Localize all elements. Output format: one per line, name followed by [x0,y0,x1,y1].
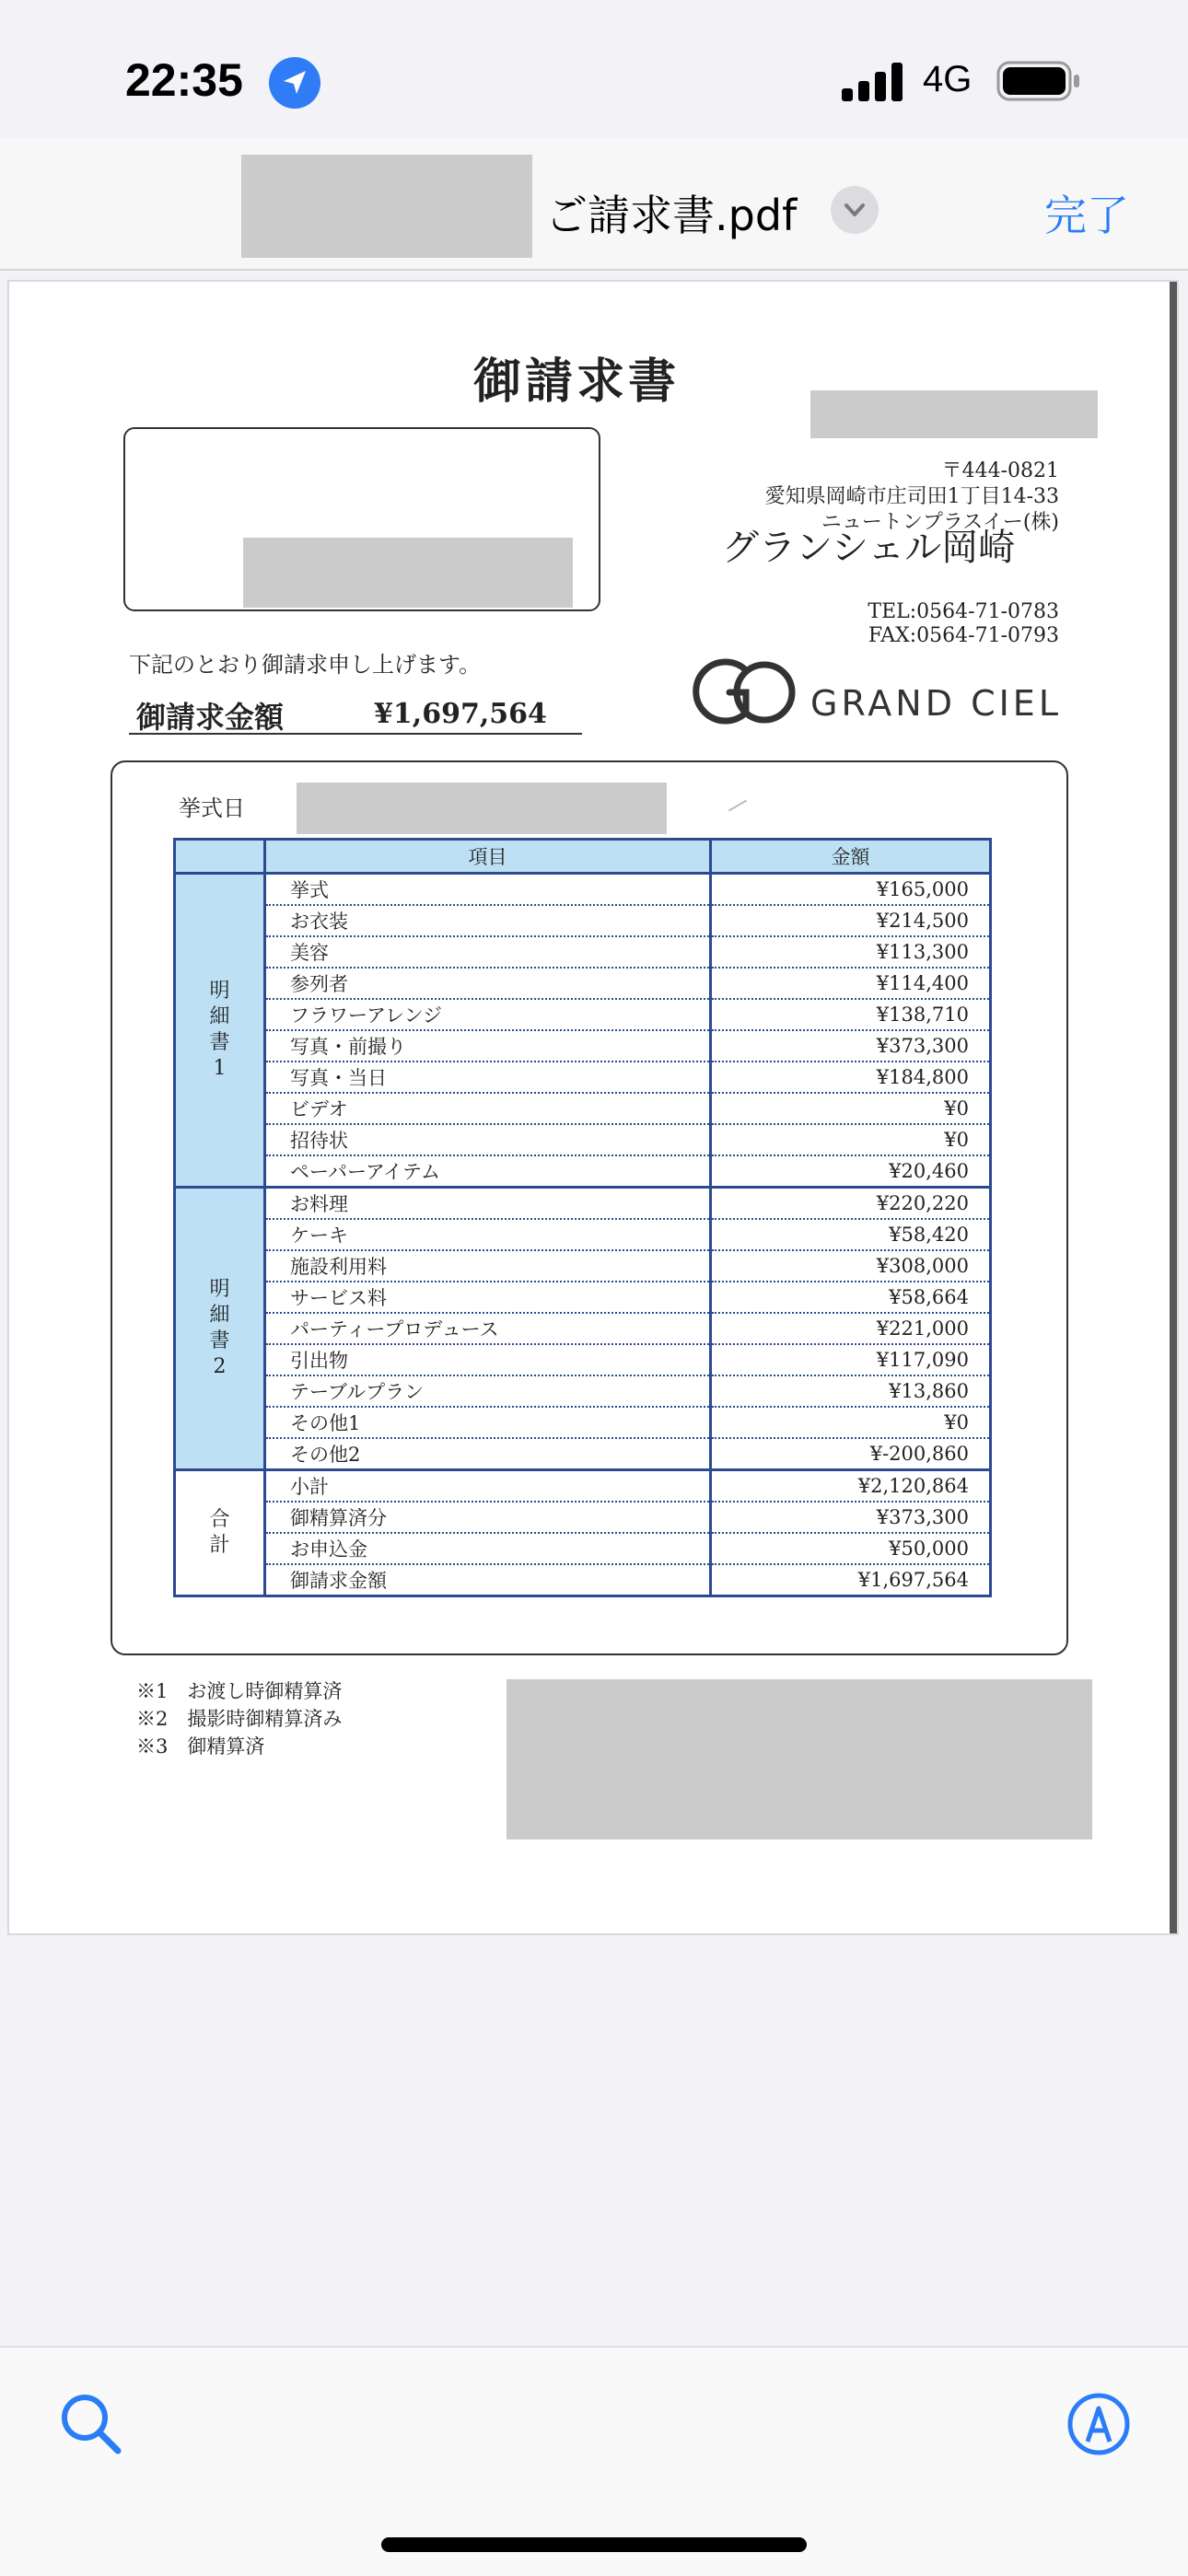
row-item: お料理 [265,1188,711,1220]
company-tel: TEL:0564-71-0783 [868,600,1059,623]
redacted-area [507,1679,1092,1839]
row-amount: ¥50,000 [711,1533,991,1564]
row-amount: ¥58,420 [711,1219,991,1250]
row-amount: ¥-200,860 [711,1438,991,1470]
row-item: 招待状 [265,1124,711,1155]
table-row [175,968,991,999]
row-amount: ¥0 [711,1407,991,1438]
row-amount: ¥220,220 [711,1188,991,1220]
table-row [175,905,991,936]
row-amount: ¥2,120,864 [711,1470,991,1503]
section-label: 明細書1 [175,874,265,1188]
table-row [175,1344,991,1375]
table-row [175,1188,991,1220]
row-item: パーティープロデュース [265,1313,711,1344]
row-item: 写真・前撮り [265,1030,711,1062]
invoice-table [173,838,992,1597]
row-amount: ¥1,697,564 [711,1564,991,1596]
company-operator: ニュートンプラスイー(株) [821,511,1059,534]
company-address: 愛知県岡崎市庄司田1丁目14-33 [764,485,1059,508]
table-row [175,1313,991,1344]
table-header-row [175,840,991,874]
table-row [175,1219,991,1250]
company-fax: FAX:0564-71-0793 [868,624,1059,647]
table-row [175,1250,991,1282]
table-row [175,1062,991,1093]
brand-logo-icon [689,650,809,733]
section-label: 合計 [175,1470,265,1596]
search-icon[interactable] [57,2390,125,2458]
row-item: ペーパーアイテム [265,1155,711,1188]
row-item: フラワーアレンジ [265,999,711,1030]
total-underline [129,733,582,735]
done-button[interactable]: 完了 [1044,191,1129,240]
table-row [175,874,991,906]
chevron-down-icon[interactable] [831,186,879,234]
table-row [175,1533,991,1564]
row-amount: ¥0 [711,1093,991,1124]
location-arrow-icon [269,57,320,109]
table-row [175,1470,991,1503]
table-row [175,1375,991,1407]
row-item: テーブルプラン [265,1375,711,1407]
note-item: ※2 撮影時御精算済み [136,1708,343,1730]
row-item: 美容 [265,936,711,968]
row-item: 参列者 [265,968,711,999]
total-label: 御請求金額 [136,700,285,735]
network-type: 4G [923,59,973,99]
ceremony-date-label: 挙式日 [179,795,245,821]
row-amount: ¥117,090 [711,1344,991,1375]
row-item: 小計 [265,1470,711,1503]
table-row [175,999,991,1030]
row-item: 引出物 [265,1344,711,1375]
note-item: ※1 お渡し時御精算済 [136,1680,343,1702]
header-item: 項目 [265,840,711,874]
row-amount: ¥373,300 [711,1502,991,1533]
row-item: お衣装 [265,905,711,936]
row-amount: ¥373,300 [711,1030,991,1062]
table-row [175,936,991,968]
company-name: グランシェル岡崎 [722,527,1016,569]
table-row [175,1030,991,1062]
table-row [175,1564,991,1596]
cellular-signal-icon [842,61,906,101]
status-time: 22:35 [125,54,243,106]
row-amount: ¥13,860 [711,1375,991,1407]
row-amount: ¥114,400 [711,968,991,999]
row-item: ビデオ [265,1093,711,1124]
row-item: 施設利用料 [265,1250,711,1282]
row-amount: ¥214,500 [711,905,991,936]
row-amount: ¥184,800 [711,1062,991,1093]
brand-name: GRAND CIEL [810,683,1062,724]
row-amount: ¥0 [711,1124,991,1155]
row-item: ケーキ [265,1219,711,1250]
document-title[interactable]: ご請求書.pdf [545,191,798,240]
row-item: その他2 [265,1438,711,1470]
page-edge [1170,282,1177,1933]
company-postal-code: 〒444-0821 [941,459,1059,482]
table-row [175,1124,991,1155]
invoice-title: 御請求書 [473,354,681,410]
section-label: 明細書2 [175,1188,265,1470]
table-row [175,1093,991,1124]
total-value: ¥1,697,564 [374,698,547,730]
header-amount: 金額 [711,840,991,874]
header-blank [175,840,265,874]
row-item: 御請求金額 [265,1564,711,1596]
row-item: お申込金 [265,1533,711,1564]
home-indicator [381,2537,807,2552]
note-item: ※3 御精算済 [136,1735,265,1758]
row-amount: ¥138,710 [711,999,991,1030]
redacted-area [241,155,532,258]
row-item: 写真・当日 [265,1062,711,1093]
greeting-text: 下記のとおり御請求申し上げます。 [129,652,482,678]
table-row [175,1438,991,1470]
row-item: 御精算済分 [265,1502,711,1533]
row-amount: ¥308,000 [711,1250,991,1282]
redacted-area [243,538,573,608]
row-amount: ¥113,300 [711,936,991,968]
table-row [175,1407,991,1438]
redacted-area [810,390,1098,438]
markup-icon[interactable] [1065,2390,1133,2458]
table-row [175,1502,991,1533]
table-row [175,1282,991,1313]
row-amount: ¥165,000 [711,874,991,906]
row-amount: ¥221,000 [711,1313,991,1344]
battery-icon [996,61,1081,101]
row-item: サービス料 [265,1282,711,1313]
row-amount: ¥58,664 [711,1282,991,1313]
notes [136,1677,342,1760]
row-amount: ¥20,460 [711,1155,991,1188]
redacted-area [297,783,667,834]
row-item: その他1 [265,1407,711,1438]
row-item: 挙式 [265,874,711,906]
table-row [175,1155,991,1188]
